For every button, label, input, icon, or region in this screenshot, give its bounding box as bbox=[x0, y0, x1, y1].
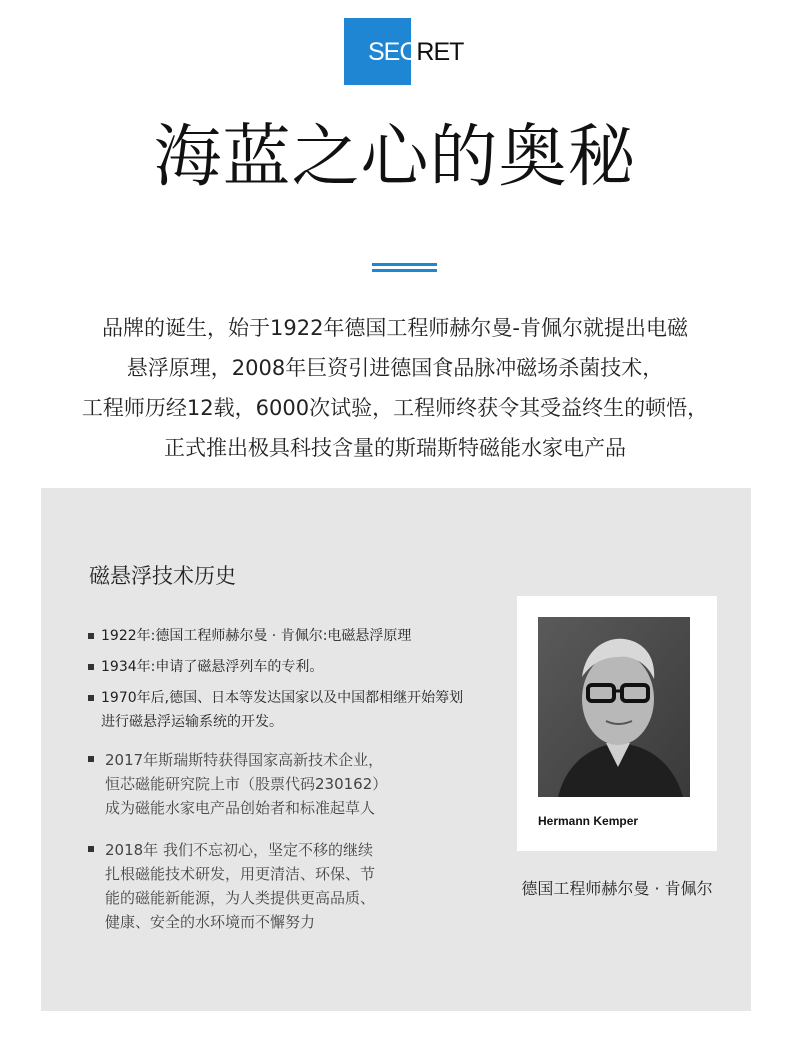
secret-label bbox=[368, 36, 463, 68]
portrait-label: 德国工程师赫尔曼 · 肯佩尔 bbox=[521, 879, 713, 898]
portrait-illustration bbox=[538, 617, 690, 797]
history-item-1922 bbox=[87, 624, 507, 648]
secret-label-white: SEC bbox=[368, 38, 417, 66]
history-panel bbox=[41, 488, 751, 1011]
portrait-caption: Hermann Kemper bbox=[538, 814, 639, 828]
intro-line: 工程师历经12载，6000次试验，工程师终获令其受益终生的顿悟， bbox=[81, 396, 709, 420]
history-item-text: 1934年:申请了磁悬浮列车的专利。 bbox=[101, 659, 324, 675]
secret-label-dark: RET bbox=[416, 38, 464, 66]
history-item-2018 bbox=[87, 838, 507, 934]
history-item-text: 健康、安全的水环境而不懈努力 bbox=[105, 913, 316, 931]
history-item-text: 1970年后,德国、日本等发达国家以及中国都相继开始筹划 bbox=[101, 690, 464, 706]
title-divider bbox=[372, 263, 437, 272]
portrait-frame bbox=[517, 596, 717, 851]
intro-line: 正式推出极具科技含量的斯瑞斯特磁能水家电产品 bbox=[164, 436, 626, 460]
history-item-1934 bbox=[87, 655, 507, 679]
history-item-text: 1922年:德国工程师赫尔曼 · 肯佩尔:电磁悬浮原理 bbox=[101, 628, 412, 644]
history-item-text: 成为磁能水家电产品创始者和标准起草人 bbox=[105, 799, 376, 817]
portrait-photo bbox=[538, 617, 690, 797]
history-item-text: 进行磁悬浮运输系统的开发。 bbox=[101, 714, 283, 730]
history-list bbox=[87, 624, 507, 934]
history-item-2017 bbox=[87, 748, 507, 820]
page-title: 海蓝之心的奥秘 bbox=[153, 118, 637, 197]
intro-line: 品牌的诞生，始于1922年德国工程师赫尔曼-肯佩尔就提出电磁 bbox=[101, 316, 689, 340]
history-item-1970 bbox=[87, 686, 507, 734]
history-title: 磁悬浮技术历史 bbox=[89, 564, 236, 588]
intro-line: 悬浮原理，2008年巨资引进德国食品脉冲磁场杀菌技术， bbox=[126, 356, 664, 380]
history-item-text: 2017年斯瑞斯特获得国家高新技术企业， bbox=[105, 751, 384, 769]
history-item-text: 2018年 我们不忘初心，坚定不移的继续 bbox=[105, 841, 373, 859]
history-item-text: 能的磁能新能源，为人类提供更高品质、 bbox=[105, 889, 376, 907]
intro-paragraph bbox=[40, 308, 750, 468]
history-item-text: 恒芯磁能研究院上市（股票代码230162） bbox=[105, 775, 388, 793]
history-item-text: 扎根磁能技术研发，用更清洁、环保、节 bbox=[105, 865, 376, 883]
